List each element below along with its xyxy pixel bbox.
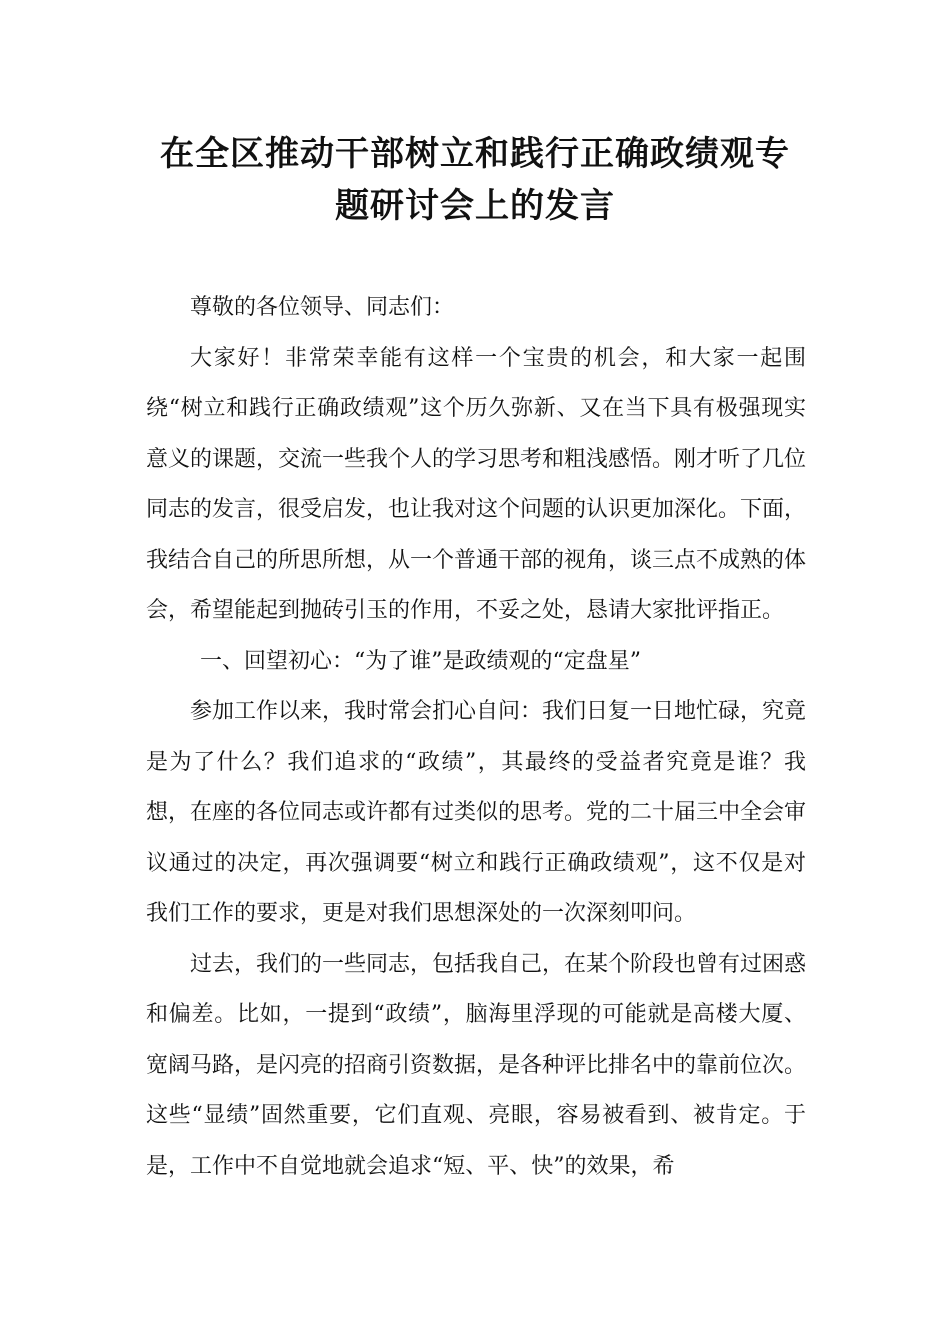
salutation: 尊敬的各位领导、同志们： xyxy=(190,295,455,320)
title-line-2: 题研讨会上的发言 xyxy=(335,186,615,226)
document-title xyxy=(120,128,830,232)
section-heading-1: 一、回望初心：“为了谁”是政绩观的“定盘星” xyxy=(200,648,641,674)
document-body xyxy=(146,283,806,1192)
title-line-1: 在全区推动干部树立和践行正确政绩观专 xyxy=(160,134,790,174)
paragraph-intro: 大家好！非常荣幸能有这样一个宝贵的机会，和大家一起围绕“树立和践行正确政绩观”这个历久弥新、又在当下具有极强现实意义的课题，交流一些我个人的学习思考和粗浅感悟。刚才听了几位同志的发言，很受启发，也让我对这个问题的认识更加深化。下面，我结合自己的所思所想，从一个普通干部的视角，谈三点不成熟的体会，希望能起到抛砖引玉的作用，不妥之处，恳请大家批评指正。 xyxy=(146,345,807,623)
paragraph-body-2: 过去，我们的一些同志，包括我自己，在某个阶段也曾有过困惑和偏差。比如，一提到“政绩”，脑海里浮现的可能就是高楼大厦、宽阔马路，是闪亮的招商引资数据，是各种评比排名中的靠前位次。这些“显绩”固然重要，它们直观、亮眼，容易被看到、被肯定。于是，工作中不自觉地就会追求“短、平、快”的效果，希 xyxy=(146,951,807,1179)
paragraph-body-1: 参加工作以来，我时常会扪心自问：我们日复一日地忙碌，究竟是为了什么？我们追求的“政绩”，其最终的受益者究竟是谁？我想，在座的各位同志或许都有过类似的思考。党的二十届三中全会审议通过的决定，再次强调要“树立和践行正确政绩观”，这不仅是对我们工作的要求，更是对我们思想深处的一次深刻叩问。 xyxy=(146,699,807,926)
